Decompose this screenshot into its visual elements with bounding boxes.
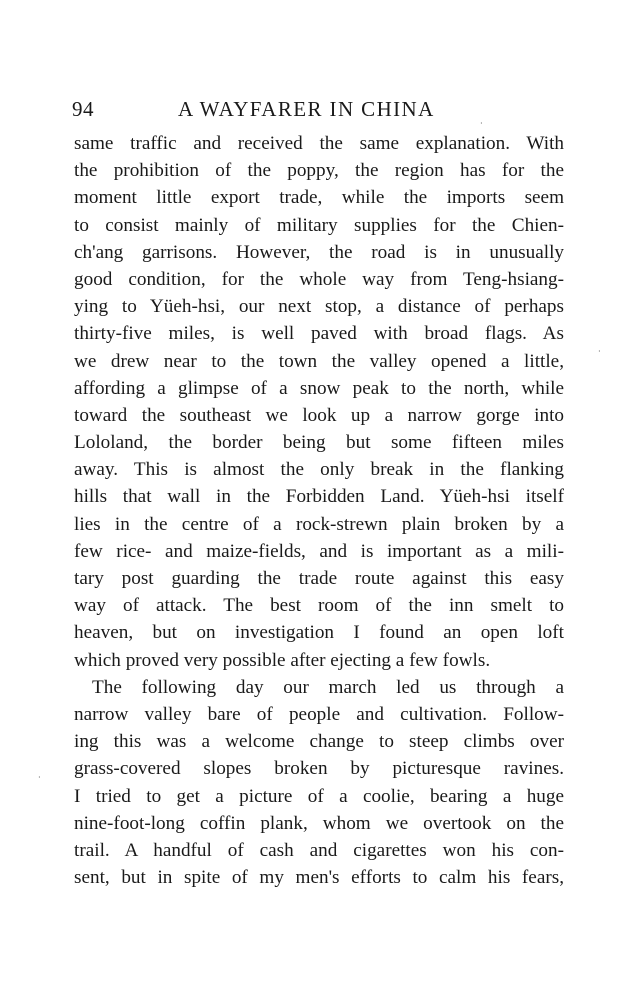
text-line: trail. A handful of cash and cigarettes won his con-: [74, 839, 564, 861]
text-line: thirty-five miles, is well paved with broad flags. As: [74, 323, 564, 345]
text-line: narrow valley bare of people and cultivation. Follow-: [74, 703, 564, 725]
page-number: 94: [72, 97, 94, 121]
page-header: [72, 96, 592, 126]
text-line: we drew near to the town the valley opened a little,: [74, 350, 564, 372]
text-line: heaven, but on investigation I found an open loft: [74, 622, 564, 644]
running-title: A WAYFARER IN CHINA: [178, 97, 435, 121]
text-line: Lololand, the border being but some fifteen miles: [74, 432, 564, 454]
text-line: which proved very possible after ejecting a few fowls.: [74, 649, 491, 671]
print-speck: ·: [480, 119, 483, 128]
text-line: nine-foot-long coffin plank, whom we overtook on the: [74, 812, 564, 834]
text-line: good condition, for the whole way from Teng-hsiang-: [74, 268, 564, 290]
text-line: hills that wall in the Forbidden Land. Yüeh-hsi itself: [74, 486, 564, 508]
paragraph-1: [74, 130, 564, 674]
text-line: way of attack. The best room of the inn smelt to: [74, 595, 564, 617]
text-line: toward the southeast we look up a narrow gorge into: [74, 404, 564, 426]
text-line: the prohibition of the poppy, the region has for the: [74, 160, 564, 182]
text-line: lies in the centre of a rock-strewn plain broken by a: [74, 513, 564, 535]
print-speck: ·: [38, 773, 41, 782]
text-line: ying to Yüeh-hsi, our next stop, a distance of perhaps: [74, 296, 564, 318]
body-text: [74, 130, 564, 891]
text-line: ing this was a welcome change to steep climbs over: [74, 731, 564, 753]
print-speck: ·: [598, 347, 601, 356]
text-line: tary post guarding the trade route against this easy: [74, 568, 564, 589]
text-line: affording a glimpse of a snow peak to the north, while: [74, 377, 564, 399]
text-line: to consist mainly of military supplies for the Chien-: [74, 214, 564, 236]
text-line: few rice- and maize-fields, and is important as a mili-: [74, 540, 564, 562]
paragraph-2: [74, 674, 564, 892]
text-line: The following day our march led us through a: [92, 676, 564, 698]
text-line: grass-covered slopes broken by picturesque ravines.: [74, 758, 564, 780]
text-line: away. This is almost the only break in the flanking: [74, 459, 564, 481]
text-line: same traffic and received the same explanation. With: [74, 133, 564, 154]
text-line: moment little export trade, while the imports seem: [74, 187, 564, 209]
text-line: sent, but in spite of my men's efforts to calm his fears,: [74, 867, 564, 889]
text-line: ch'ang garrisons. However, the road is in unusually: [74, 241, 564, 263]
text-line: I tried to get a picture of a coolie, bearing a huge: [74, 785, 564, 807]
